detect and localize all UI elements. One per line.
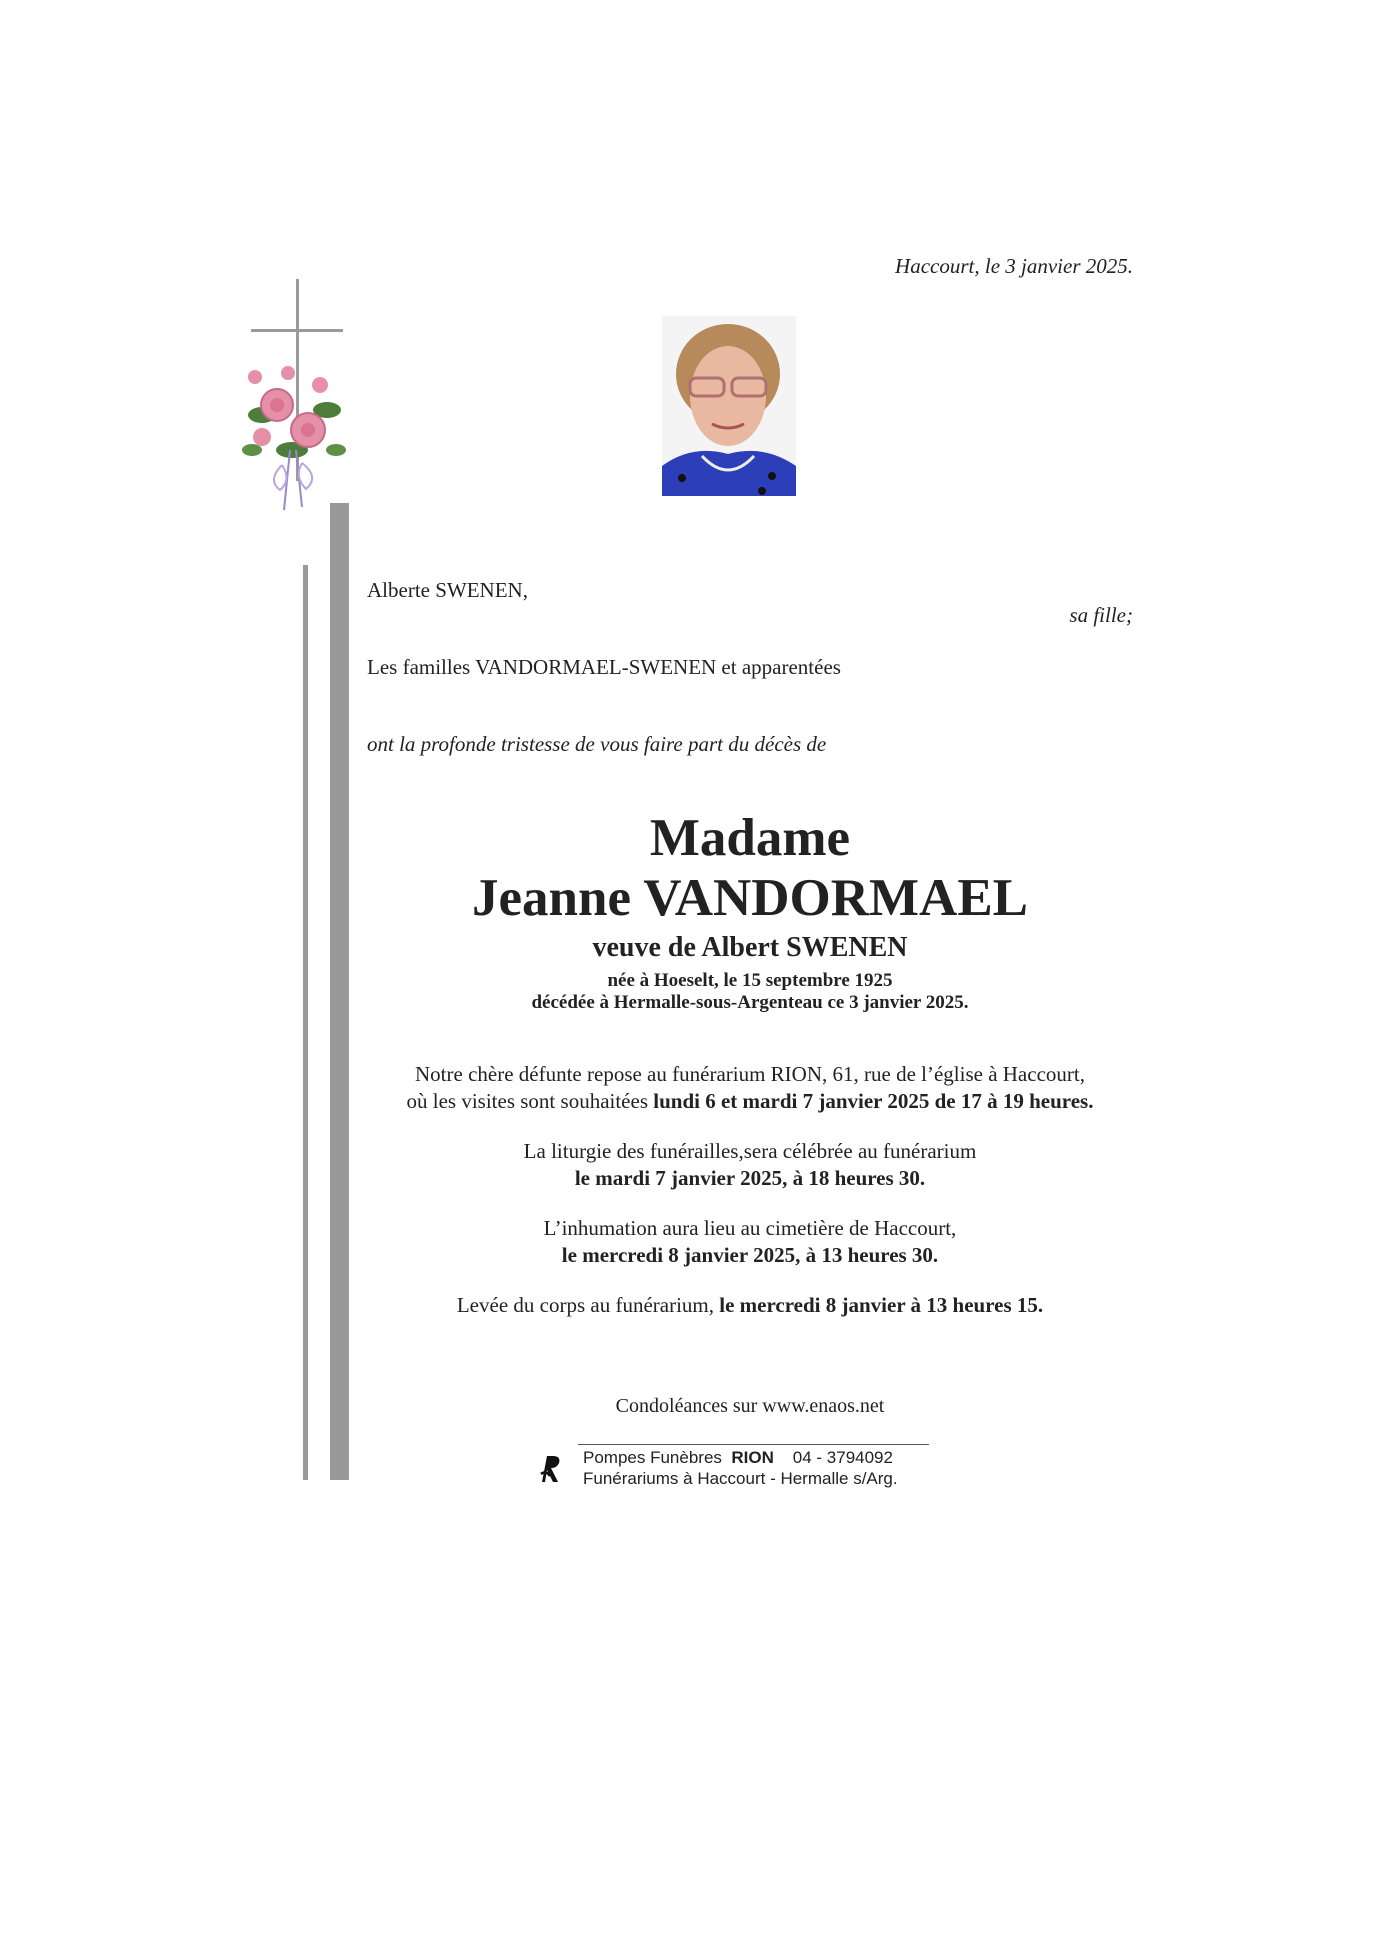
burial-line-2-bold: le mercredi 8 janvier 2025, à 13 heures 30.: [561, 1243, 939, 1267]
roses-bouquet-icon: [232, 355, 357, 515]
rest-line-2-prefix: où les visites sont souhaitées: [406, 1089, 654, 1113]
rest-line-1: Notre chère défunte repose au funérarium RION, 61, rue de l’église à Haccourt,: [415, 1062, 1085, 1086]
pf-phone: 04 - 3794092: [792, 1448, 893, 1467]
funeral-home-line-2: Funérariums à Haccourt - Hermalle s/Arg.: [583, 1469, 898, 1488]
rion-logo-icon: [538, 1452, 564, 1484]
announcement-line: ont la profonde tristesse de vous faire part du décès de: [367, 732, 827, 756]
cross-horizontal: [251, 329, 343, 332]
daughter-name: Alberte SWENEN,: [367, 578, 528, 602]
families-line: Les familles VANDORMAEL-SWENEN et apparentées: [367, 655, 841, 679]
widow-of: veuve de Albert SWENEN: [592, 932, 908, 963]
rest-paragraph: [367, 1061, 1133, 1115]
death-line: décédée à Hermalle-sous-Argenteau ce 3 janvier 2025.: [531, 992, 969, 1013]
levee-bold: le mercredi 8 janvier à 13 heures 15.: [719, 1293, 1044, 1317]
funeral-home-block: [583, 1447, 898, 1489]
liturgy-line-2-bold: le mardi 7 janvier 2025, à 18 heures 30.: [574, 1166, 926, 1190]
birth-line: née à Hoeselt, le 15 septembre 1925: [607, 970, 893, 991]
pf-name: RION: [731, 1448, 774, 1467]
liturgy-line-1: La liturgie des funérailles,sera célébrée au funérarium: [523, 1139, 977, 1163]
pf-label: Pompes Funèbres: [583, 1448, 722, 1467]
liturgy-paragraph: [367, 1138, 1133, 1192]
levee-paragraph: [367, 1292, 1133, 1319]
burial-line-1: L’inhumation aura lieu au cimetière de Haccourt,: [543, 1216, 957, 1240]
deceased-title: Madame: [649, 809, 851, 867]
funeral-home-line-1: [583, 1447, 898, 1468]
daughter-relation: sa fille;: [1069, 603, 1133, 627]
date-line: Haccourt, le 3 janvier 2025.: [895, 254, 1133, 278]
burial-paragraph: [367, 1215, 1133, 1269]
rest-line-2: [367, 1088, 1133, 1115]
portrait-photo: [662, 316, 796, 496]
footer-divider: [578, 1444, 929, 1445]
rest-line-2-bold: lundi 6 et mardi 7 janvier 2025 de 17 à 19 heures.: [653, 1089, 1094, 1113]
levee-prefix: Levée du corps au funérarium,: [456, 1293, 720, 1317]
liturgy-line-2: [367, 1165, 1133, 1192]
deceased-name: Jeanne VANDORMAEL: [471, 869, 1029, 927]
burial-line-2: [367, 1242, 1133, 1269]
decorative-bar-thick: [330, 503, 349, 1480]
decorative-bar-thin: [303, 565, 308, 1480]
condolences-link[interactable]: Condoléances sur www.enaos.net: [615, 1395, 885, 1417]
